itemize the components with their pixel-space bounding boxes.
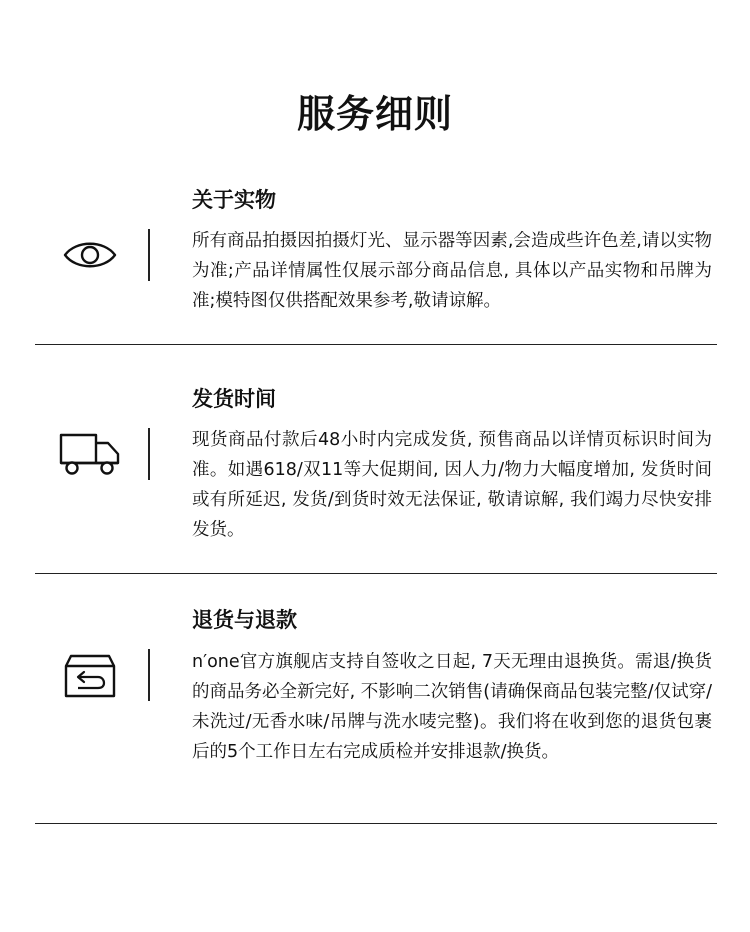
- page-title: 服务细则: [296, 92, 453, 136]
- return-box-icon: [50, 646, 130, 706]
- divider-vertical: [148, 229, 150, 281]
- eye-icon: [50, 225, 130, 285]
- section-divider: [35, 823, 717, 824]
- divider-vertical: [148, 649, 150, 701]
- section-body: n′one官方旗舰店支持自签收之日起, 7天无理由退换货。需退/换货的商品务必全新完好, 不影响二次销售(请确保商品包装完整/仅试穿/未洗过/无香水味/吊牌与洗水唛完整)。我们将在收到您的退货包裹后的5个工作日左右完成质检并安排退款/换货。: [192, 652, 712, 762]
- section-title: 发货时间: [192, 387, 276, 411]
- truck-icon: [50, 424, 130, 484]
- section-title: 退货与退款: [192, 608, 297, 632]
- section-body: 所有商品拍摄因拍摄灯光、显示器等因素,会造成些许色差,请以实物为准;产品详情属性仅展示部分商品信息, 具体以产品实物和吊牌为准;模特图仅供搭配效果参考,敬请谅解。: [192, 231, 712, 311]
- divider-vertical: [148, 428, 150, 480]
- section-title: 关于实物: [192, 188, 276, 212]
- section-body: 现货商品付款后48小时内完成发货, 预售商品以详情页标识时间为准。如遇618/双11等大促期间, 因人力/物力大幅度增加, 发货时间或有所延迟, 发货/到货时效无法保证, 敬请谅解, 我们竭力尽快安排发货。: [192, 430, 712, 540]
- section-divider: [35, 573, 717, 574]
- section-divider: [35, 344, 717, 345]
